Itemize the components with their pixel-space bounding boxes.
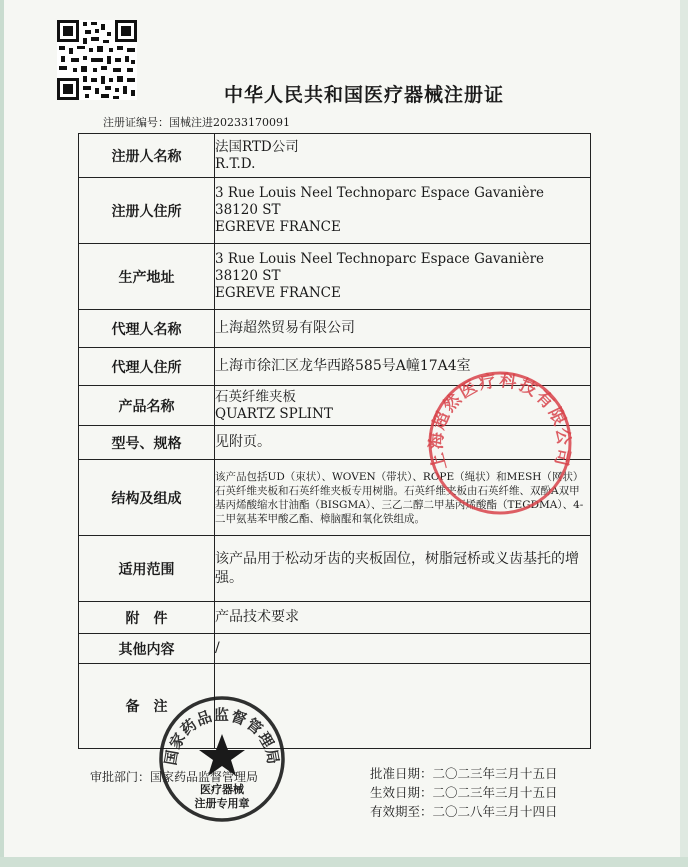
svg-text:上海超然医疗科技有限公司 [426, 370, 574, 473]
row-label: 代理人名称 [79, 310, 215, 348]
value-line: QUARTZ SPLINT [215, 405, 333, 422]
certificate-title: 中华人民共和国医疗器械注册证 [223, 84, 504, 106]
row-label: 附 件 [79, 602, 215, 634]
table-row [79, 536, 591, 602]
dates-block [370, 764, 558, 821]
official-seal-line2: 注册专用章 [194, 797, 250, 810]
table-row [79, 244, 591, 310]
row-label: 注册人名称 [79, 134, 215, 178]
official-seal-arc: 国家药品监督管理局 [161, 705, 283, 767]
row-label: 型号、规格 [79, 426, 215, 460]
row-label: 生产地址 [79, 244, 215, 310]
row-value [215, 134, 591, 178]
value-line: 3 Rue Louis Neel Technoparc Espace Gavanière 38120 ST [215, 185, 545, 218]
table-row [79, 178, 591, 244]
page-edge-right [680, 0, 688, 867]
approval-date: 批准日期：二〇二三年三月十五日 [370, 766, 558, 781]
row-label: 备 注 [79, 664, 215, 749]
value-line: 法国RTD公司 [215, 138, 299, 155]
value-line: R.T.D. [215, 155, 256, 172]
table-row [79, 602, 591, 634]
row-value: 产品技术要求 [215, 602, 591, 634]
effective-date: 生效日期：二〇二三年三月十五日 [370, 785, 558, 800]
approval-dept-label: 审批部门： [90, 770, 151, 784]
table-row [79, 634, 591, 664]
row-label: 注册人住所 [79, 178, 215, 244]
expiry-date: 有效期至：二〇二八年三月十四日 [370, 804, 558, 819]
star-icon [199, 734, 245, 776]
table-row [79, 134, 591, 178]
row-value: 上海超然贸易有限公司 [215, 310, 591, 348]
registration-number: 注册证编号：国械注进20233170091 [103, 116, 290, 129]
row-label: 结构及组成 [79, 460, 215, 536]
value-line: 3 Rue Louis Neel Technoparc Espace Gavanière 38120 ST [215, 251, 545, 284]
approval-dept-value: 国家药品监督管理局 [150, 770, 259, 784]
company-red-seal [425, 368, 575, 518]
row-value: 上海市徐汇区龙华西路585号A幢17A4室 [215, 348, 591, 386]
value-line: EGREVE FRANCE [215, 219, 341, 235]
row-value: 该产品用于松动牙齿的夹板固位，树脂冠桥或义齿基托的增强。 [215, 536, 591, 602]
official-registration-seal [157, 694, 287, 824]
table-row [79, 664, 591, 749]
row-value [215, 244, 591, 310]
row-label: 代理人住所 [79, 348, 215, 386]
value-line: EGREVE FRANCE [215, 285, 341, 301]
red-seal-text: 上海超然医疗科技有限公司 [426, 370, 574, 473]
row-value: 该产品包括UD（束状）、WOVEN（带状）、ROPE（绳状）和MESH（网状）石英纤维夹板和石英纤维夹板专用树脂。石英纤维夹板由石英纤维、双酚A双甲基丙烯酸缩水甘油酯（BISGMA）、三乙二醇二甲基丙烯酸酯（TEGDMA）、4-二甲氨基苯甲酸乙酯、樟脑醌和氧化铁组成。 [215, 460, 591, 536]
table-row [79, 310, 591, 348]
row-value: 见附页。 [215, 426, 591, 460]
row-label: 其他内容 [79, 634, 215, 664]
official-seal-line1: 医疗器械 [200, 783, 244, 796]
page-edge-left [0, 0, 4, 867]
row-value [215, 178, 591, 244]
row-label: 适用范围 [79, 536, 215, 602]
row-label: 产品名称 [79, 386, 215, 426]
row-value: / [215, 634, 591, 664]
value-line: 石英纤维夹板 [215, 388, 296, 405]
page-edge-bottom [0, 857, 688, 867]
